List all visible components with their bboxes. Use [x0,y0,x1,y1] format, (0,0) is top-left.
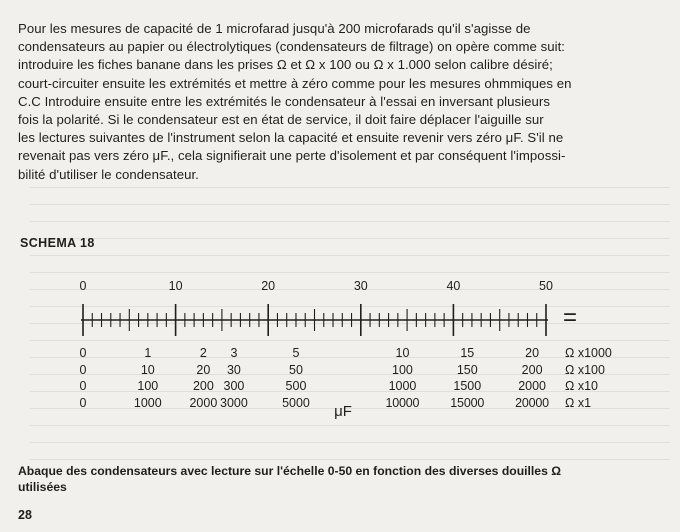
equals-sign: = [562,304,578,331]
capacitance-value: 2000 [189,396,218,410]
figure-caption [18,463,668,495]
capacitance-value: 10 [140,363,155,377]
row-zero-label: 0 [79,396,87,410]
capacitance-value: 5 [292,346,300,360]
capacitance-value: 500 [285,379,307,393]
capacitance-value: 1 [144,346,152,360]
capacitance-value: 10000 [385,396,420,410]
scale-major-label: 10 [168,279,183,293]
scale-major-label: 30 [353,279,368,293]
capacitance-value: 15 [460,346,475,360]
scale-major-label: 40 [446,279,461,293]
paragraph-line: court-circuiter ensuite les extrémités et mettre à zéro comme pour les mesures ohmmiques en [18,75,572,91]
range-unit-label: Ω x10 [565,379,598,393]
microfarad-unit-label: μF [334,403,352,420]
caption-line: utilisées [18,480,67,494]
range-unit-label: Ω x1000 [565,346,612,360]
scale-group [80,279,612,420]
capacitance-value: 1000 [133,396,162,410]
range-unit-label: Ω x100 [565,363,605,377]
capacitance-value: 100 [137,379,159,393]
capacitance-value: 3000 [220,396,248,410]
paragraph-line: bilité d'utiliser le condensateur. [18,166,199,182]
paragraph-line: Pour les mesures de capacité de 1 microfarad jusqu'à 200 microfarads qu'il s'agisse de [18,21,531,36]
capacitance-value: 50 [289,363,303,377]
capacitance-value: 1000 [388,379,417,393]
scale-major-label: 50 [539,279,553,293]
row-zero-label: 0 [79,379,87,393]
range-unit-label: Ω x1 [565,396,592,410]
capacitance-value: 150 [456,363,478,377]
capacitance-value: 20 [196,363,211,377]
caption-line: Abaque des condensateurs avec lecture sur l'échelle 0-50 en fonction des diverses douilles Ω [18,464,562,478]
scale-major-label: 20 [261,279,276,293]
capacitance-value: 200 [192,379,214,393]
scale-major-label: 0 [79,279,87,293]
capacitance-value: 3 [230,346,238,360]
paragraph-line: introduire les fiches banane dans les prises Ω et Ω x 100 ou Ω x 1.000 selon calibre désiré; [18,57,553,73]
capacitance-value: 20 [525,346,540,360]
capacitance-value: 2000 [518,379,547,393]
capacitance-value: 200 [521,363,543,377]
capacitance-value: 1500 [453,379,482,393]
row-zero-label: 0 [79,346,87,360]
capacitance-value: 10 [395,346,410,360]
paragraph-line: les lectures suivantes de l'instrument selon la capacité et ensuite revenir vers zéro μF. S'il ne [18,130,564,146]
paragraph-line: condensateurs au papier ou électrolytiques (condensateurs de filtrage) on opère comme suit: [18,39,566,55]
capacitance-value: 30 [226,363,241,377]
schema-title: SCHEMA 18 [20,236,95,250]
paragraph-line: fois la polarité. Si le condensateur est en état de service, il doit faire déplacer l'aiguille sur [18,112,544,128]
capacitance-value: 15000 [450,396,485,410]
page-number: 28 [18,508,32,522]
capacitance-value: 100 [392,363,413,377]
paragraph-line: revenait pas vers zéro μF., cela signifierait une perte d'isolement et par conséquent l'impossi- [18,148,566,164]
capacitance-value: 5000 [282,396,310,410]
capacitance-value: 2 [199,346,207,360]
row-zero-label: 0 [79,363,87,377]
paragraph-line: C.C Introduire ensuite entre les extrémités le condensateur à l'essai en inversant plusieurs [18,93,550,109]
capacitance-value: 300 [223,379,245,393]
capacitance-value: 20000 [515,396,550,410]
